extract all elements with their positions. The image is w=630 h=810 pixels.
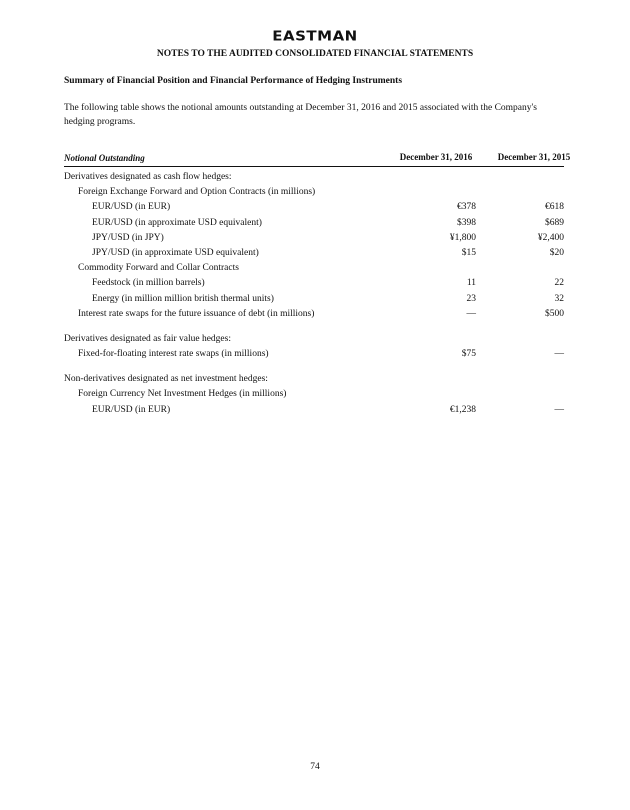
value-2015: —	[554, 349, 564, 360]
value-2015: $20	[549, 247, 564, 258]
table-row	[64, 372, 564, 387]
table-row	[64, 170, 564, 185]
row-spacer	[64, 322, 564, 332]
col-header-2015: December 31, 2015	[497, 152, 571, 162]
row-label: Interest rate swaps for the future issuance of debt (in millions)	[78, 308, 315, 319]
row-label: Non-derivatives designated as net investment hedges:	[64, 374, 268, 385]
table-row	[64, 185, 564, 200]
row-label: JPY/USD (in approximate USD equivalent)	[92, 247, 259, 258]
value-2015: €618	[545, 202, 564, 213]
row-label: Foreign Currency Net Investment Hedges (in millions)	[78, 389, 287, 400]
notional-outstanding-header: Notional Outstanding	[64, 153, 145, 163]
table-row	[64, 231, 564, 246]
value-2016: €378	[457, 202, 476, 213]
table-header	[64, 140, 571, 167]
value-2015: 22	[554, 278, 564, 289]
value-2015: —	[554, 404, 564, 415]
hedging-table-body	[64, 170, 564, 418]
table-row	[64, 276, 564, 291]
page-number: 74	[310, 762, 320, 772]
value-2016: 23	[466, 293, 476, 304]
row-label: Energy (in million million british thermal units)	[92, 293, 274, 304]
row-label: Foreign Exchange Forward and Option Contracts (in millions)	[78, 187, 316, 198]
table-row	[64, 403, 564, 418]
table-row	[64, 332, 564, 347]
value-2016: $15	[461, 247, 476, 258]
table-row	[64, 261, 564, 276]
table-row	[64, 292, 564, 307]
table-row	[64, 387, 564, 402]
row-label: Commodity Forward and Collar Contracts	[78, 263, 239, 274]
value-2016: €1,238	[449, 404, 476, 415]
table-row	[64, 216, 564, 231]
section-heading: Summary of Financial Position and Financial Performance of Hedging Instruments	[64, 76, 403, 86]
company-logo: EASTMAN	[272, 27, 358, 45]
table-row	[64, 347, 564, 362]
value-2015: $689	[545, 217, 564, 228]
row-label: JPY/USD (in JPY)	[92, 232, 164, 243]
value-2016: ¥1,800	[449, 232, 476, 243]
value-2016: $75	[461, 349, 476, 360]
value-2016: $398	[457, 217, 476, 228]
value-2015: ¥2,400	[537, 232, 564, 243]
page-header-title: NOTES TO THE AUDITED CONSOLIDATED FINANCIAL STATEMENTS	[156, 49, 474, 59]
row-spacer	[64, 362, 564, 372]
row-label: Fixed-for-floating interest rate swaps (in millions)	[78, 349, 269, 360]
row-label: EUR/USD (in EUR)	[92, 404, 171, 415]
intro-paragraph: The following table shows the notional amounts outstanding at December 31, 2016 and 2015 associated with the Company's hedging programs.	[64, 103, 537, 127]
table-row	[64, 246, 564, 261]
value-2015: 32	[554, 293, 564, 304]
row-label: EUR/USD (in approximate USD equivalent)	[92, 217, 262, 228]
col-header-2016: December 31, 2016	[399, 152, 473, 162]
value-2016: —	[466, 308, 476, 319]
row-label: Feedstock (in million barrels)	[92, 278, 205, 289]
value-2015: $500	[545, 308, 564, 319]
row-label: EUR/USD (in EUR)	[92, 202, 171, 213]
table-row	[64, 200, 564, 215]
value-2016: 11	[466, 278, 476, 289]
table-row	[64, 307, 564, 322]
row-label: Derivatives designated as cash flow hedges:	[64, 172, 232, 182]
row-label: Derivatives designated as fair value hedges:	[64, 333, 231, 344]
